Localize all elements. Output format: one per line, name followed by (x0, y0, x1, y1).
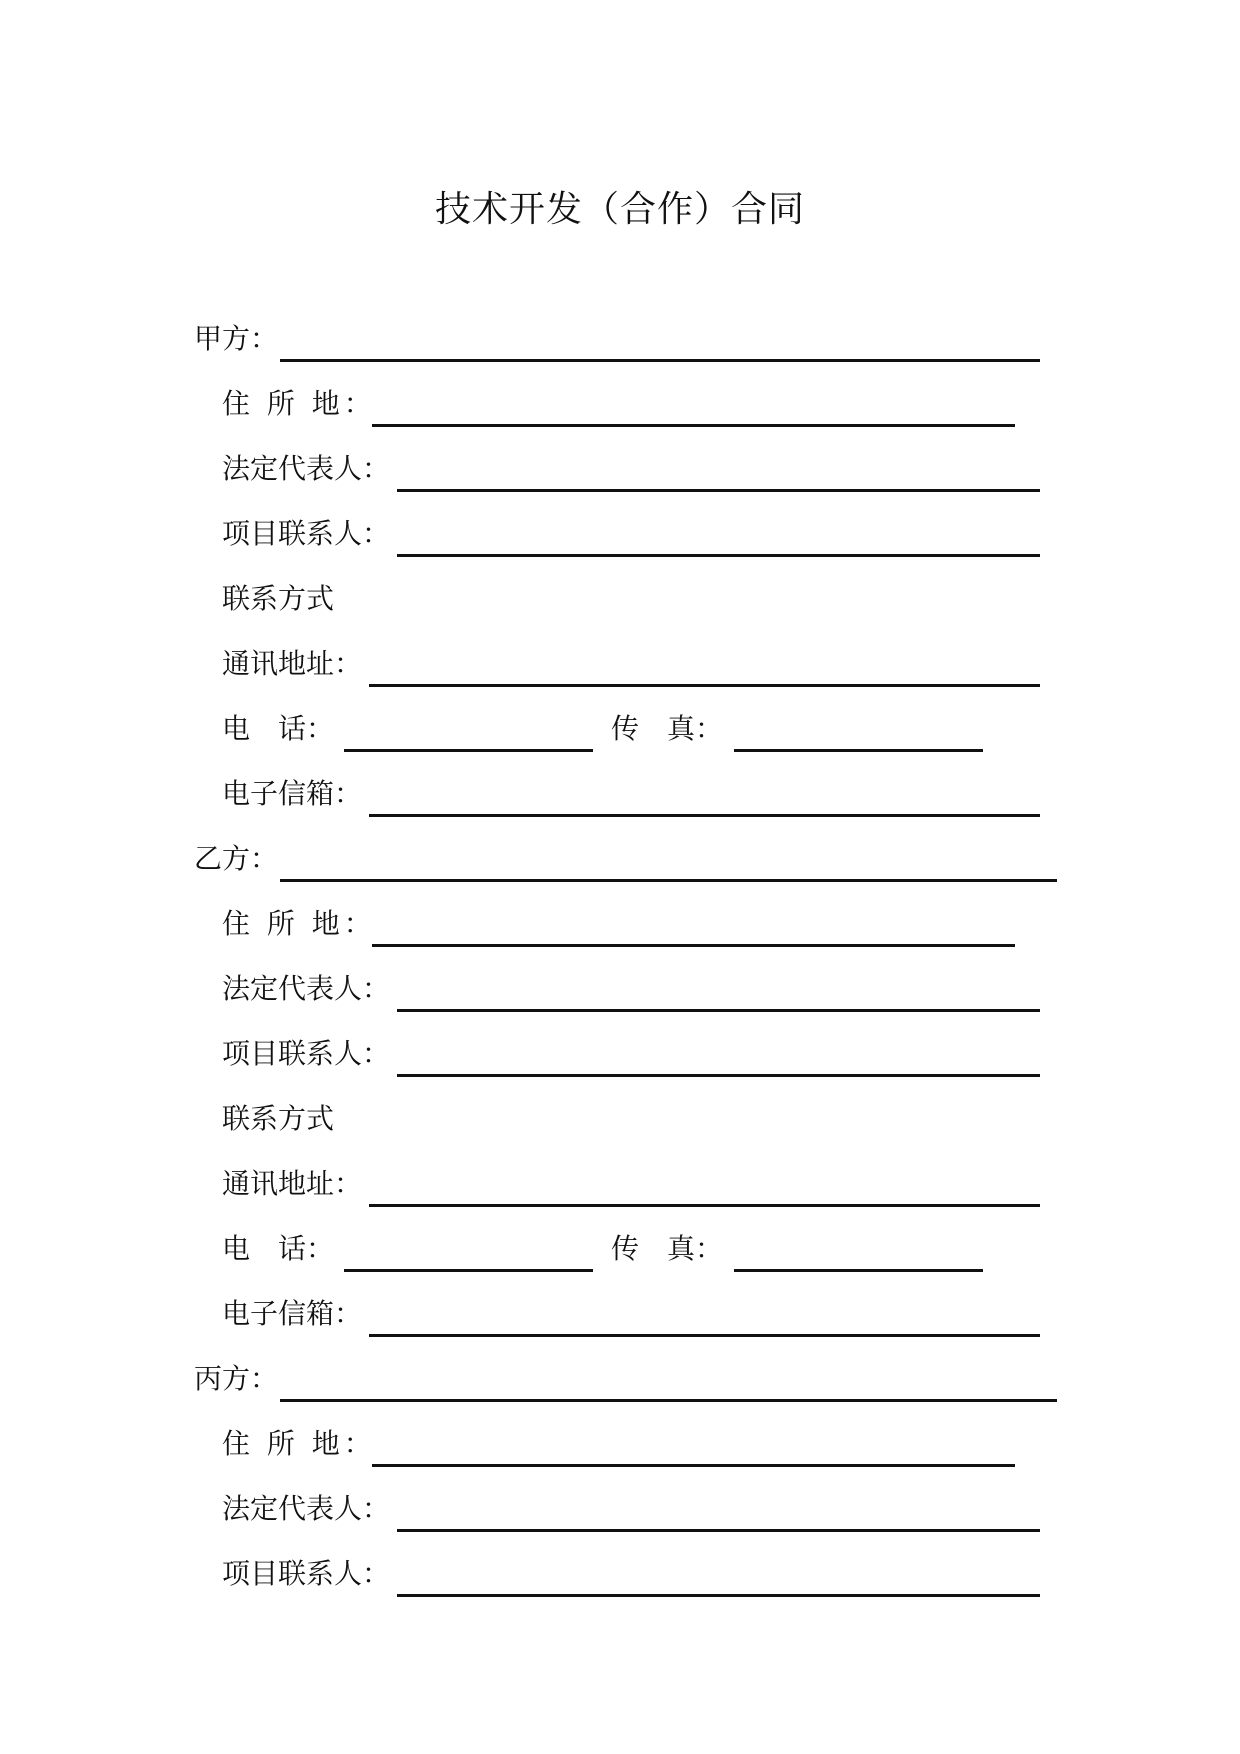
party-a-mailing-row (0, 647, 1240, 687)
contract-title: 技术开发（合作）合同 (434, 189, 805, 230)
party-c-name-field[interactable] (280, 1399, 1057, 1402)
party-a-phone-label: 电 话： (222, 712, 335, 745)
party-a-contact-method-row (0, 582, 1240, 622)
party-c-legal-rep-label: 法定代表人： (222, 1492, 391, 1525)
party-a-fax-label: 传 真： (611, 712, 724, 745)
party-c-row (0, 1362, 1240, 1402)
party-b-phone-label: 电 话： (222, 1232, 335, 1265)
party-a-name-field[interactable] (280, 359, 1040, 362)
party-a-address-field[interactable] (372, 424, 1015, 427)
party-b-contact-person-row (0, 1037, 1240, 1077)
party-a-mailing-label: 通讯地址： (222, 647, 363, 680)
party-b-address-label: 住 所 地： (222, 907, 376, 940)
party-a-legal-rep-label: 法定代表人： (222, 452, 391, 485)
party-b-contact-person-label: 项目联系人： (222, 1037, 391, 1070)
party-b-legal-rep-row (0, 972, 1240, 1012)
party-c-contact-person-row (0, 1557, 1240, 1597)
party-a-address-label: 住 所 地： (222, 387, 376, 420)
party-c-contact-person-label: 项目联系人： (222, 1557, 391, 1590)
party-a-legal-rep-row (0, 452, 1240, 492)
party-c-address-field[interactable] (372, 1464, 1015, 1467)
party-a-email-field[interactable] (369, 814, 1040, 817)
party-b-legal-rep-field[interactable] (397, 1009, 1040, 1012)
party-b-fax-field[interactable] (734, 1269, 983, 1272)
party-a-contact-method-label: 联系方式 (222, 582, 335, 615)
party-a-contact-person-label: 项目联系人： (222, 517, 391, 550)
party-b-address-field[interactable] (372, 944, 1015, 947)
party-b-mailing-row (0, 1167, 1240, 1207)
party-b-name-field[interactable] (280, 879, 1057, 882)
party-b-mailing-field[interactable] (369, 1204, 1040, 1207)
party-a-phone-fax-row (0, 712, 1240, 752)
party-b-mailing-label: 通讯地址： (222, 1167, 363, 1200)
party-b-contact-method-row (0, 1102, 1240, 1142)
party-a-contact-person-field[interactable] (397, 554, 1040, 557)
party-b-phone-field[interactable] (344, 1269, 593, 1272)
party-c-legal-rep-row (0, 1492, 1240, 1532)
party-b-address-row (0, 907, 1240, 947)
party-c-contact-person-field[interactable] (397, 1594, 1040, 1597)
party-b-legal-rep-label: 法定代表人： (222, 972, 391, 1005)
party-c-address-label: 住 所 地： (222, 1427, 376, 1460)
party-b-label: 乙方： (194, 842, 279, 875)
party-a-label: 甲方： (194, 322, 279, 355)
party-a-email-row (0, 777, 1240, 817)
party-b-fax-label: 传 真： (611, 1232, 724, 1265)
party-b-email-row (0, 1297, 1240, 1337)
party-a-mailing-field[interactable] (369, 684, 1040, 687)
party-a-email-label: 电子信箱： (222, 777, 363, 810)
party-b-email-field[interactable] (369, 1334, 1040, 1337)
party-c-legal-rep-field[interactable] (397, 1529, 1040, 1532)
party-b-contact-method-label: 联系方式 (222, 1102, 335, 1135)
party-b-row (0, 842, 1240, 882)
party-a-legal-rep-field[interactable] (397, 489, 1040, 492)
party-a-contact-person-row (0, 517, 1240, 557)
party-a-phone-field[interactable] (344, 749, 593, 752)
party-c-label: 丙方： (194, 1362, 279, 1395)
party-b-contact-person-field[interactable] (397, 1074, 1040, 1077)
party-a-fax-field[interactable] (734, 749, 983, 752)
party-a-address-row (0, 387, 1240, 427)
party-b-email-label: 电子信箱： (222, 1297, 363, 1330)
party-c-address-row (0, 1427, 1240, 1467)
party-a-row (0, 322, 1240, 362)
party-b-phone-fax-row (0, 1232, 1240, 1272)
